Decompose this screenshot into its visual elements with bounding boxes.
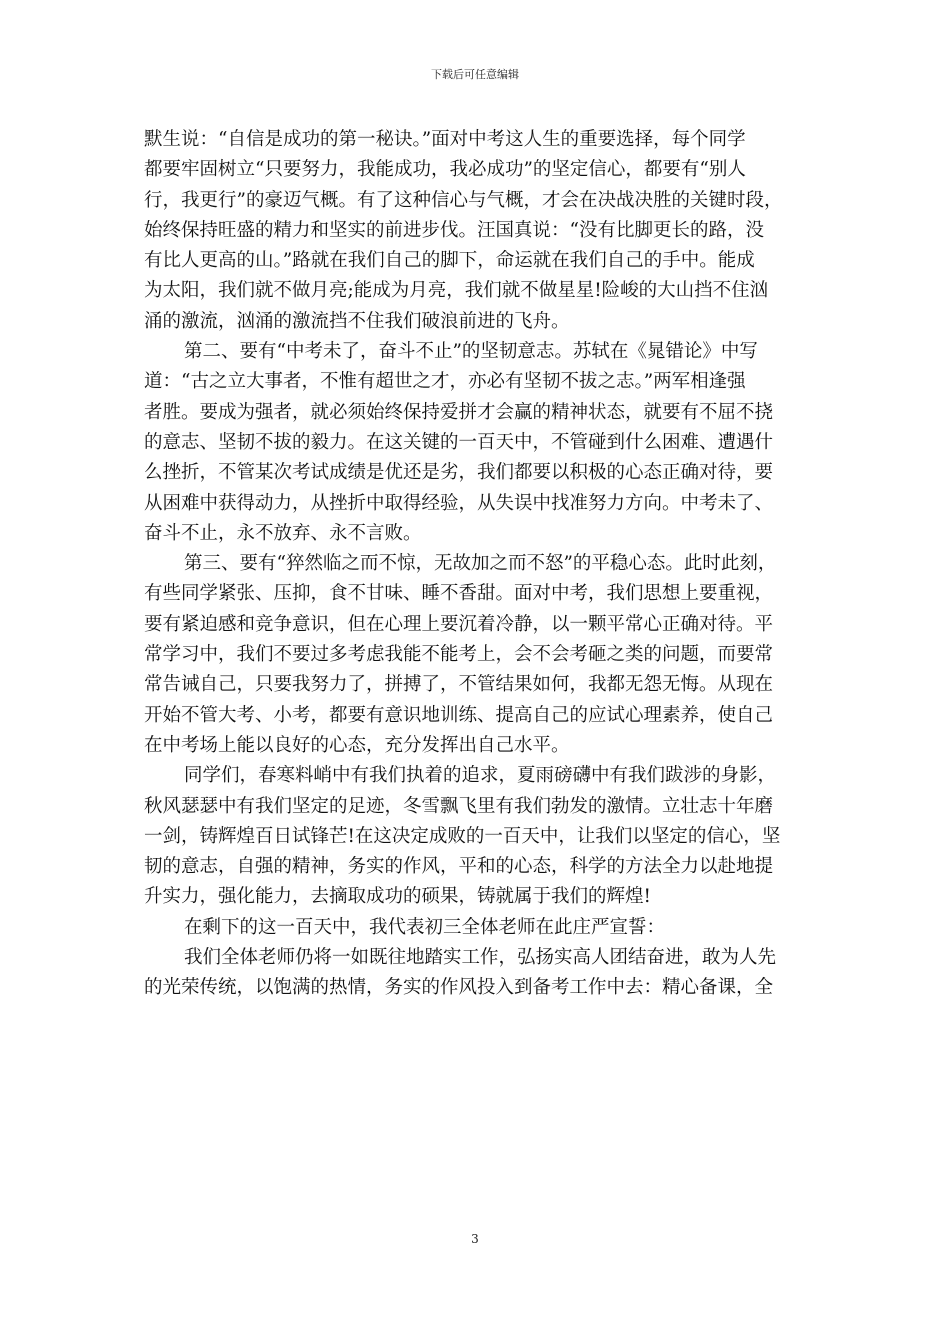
page-number: 3 <box>471 1232 479 1246</box>
paragraph-first-line: 第二、要有“中考未了，奋斗不止”的坚韧意志。苏轼在《晁错论》中写 <box>184 341 758 363</box>
paragraph-first-line: 同学们，春寒料峭中有我们执着的追求，夏雨磅礴中有我们跋涉的身影， <box>184 765 777 787</box>
text-line: 涌的激流，汹涌的激流挡不住我们破浪前进的飞舟。 <box>144 310 570 332</box>
text-line: 有些同学紧张、压抑，食不甘味、睡不香甜。面对中考，我们思想上要重视， <box>144 583 774 605</box>
text-line: 始终保持旺盛的精力和坚实的前进步伐。汪国真说：“没有比脚更长的路，没 <box>144 219 764 241</box>
text-line: 秋风瑟瑟中有我们坚定的足迹，冬雪飘飞里有我们勃发的激情。立壮志十年磨 <box>144 795 774 817</box>
text-line: 默生说：“自信是成功的第一秘诀。”面对中考这人生的重要选择，每个同学 <box>144 129 746 150</box>
paragraph-first-line: 第三、要有“猝然临之而不惊，无故加之而不怒”的平稳心态。此时此刻， <box>184 553 777 575</box>
text-line: 一剑，铸辉煌百日试锋芒!在这决定成败的一百天中，让我们以坚定的信心，坚 <box>144 825 781 847</box>
text-line: 开始不管大考、小考，都要有意识地训练、提高自己的应试心理素养，使自己 <box>144 704 774 726</box>
text-line: 的意志、坚韧不拔的毅力。在这关键的一百天中，不管碰到什么困难、遭遇什 <box>144 431 774 453</box>
document-body <box>144 125 806 1004</box>
text-line: 行，我更行”的豪迈气概。有了这种信心与气概，才会在决战决胜的关键时段， <box>144 189 783 211</box>
paragraph-first-line: 我们全体老师仍将一如既往地踏实工作，弘扬实高人团结奋进，敢为人先 <box>184 947 777 969</box>
text-line: 从困难中获得动力，从挫折中取得经验，从失误中找准努力方向。中考未了、 <box>144 492 774 514</box>
text-line: 要有紧迫感和竞争意识，但在心理上要沉着冷静，以一颗平常心正确对待。平 <box>144 613 774 635</box>
text-line: 在中考场上能以良好的心态，充分发挥出自己水平。 <box>144 734 570 756</box>
text-line: 常学习中，我们不要过多考虑我能不能考上，会不会考砸之类的问题，而要常 <box>144 644 774 666</box>
text-line: 都要牢固树立“只要努力，我能成功，我必成功”的坚定信心，都要有“别人 <box>144 159 746 181</box>
text-line: 韧的意志，自强的精神，务实的作风，平和的心态，科学的方法全力以赴地提 <box>144 856 774 878</box>
text-line: 道：“古之立大事者，不惟有超世之才，亦必有坚韧不拔之志。”两军相逢强 <box>144 371 746 393</box>
text-line: 么挫折，不管某次考试成绩是优还是劣，我们都要以积极的心态正确对待，要 <box>144 462 774 484</box>
text-line: 常告诫自己，只要我努力了，拼搏了，不管结果如何，我都无怨无悔。从现在 <box>144 674 774 696</box>
text-line: 升实力，强化能力，去摘取成功的硕果，铸就属于我们的辉煌! <box>144 886 651 908</box>
page-header: 下载后可任意编辑 <box>431 68 519 81</box>
text-line: 者胜。要成为强者，就必须始终保持爱拼才会赢的精神状态，就要有不屈不挠 <box>144 401 774 423</box>
paragraph-first-line: 在剩下的这一百天中，我代表初三全体老师在此庄严宣誓： <box>184 916 666 938</box>
text-line: 有比人更高的山。”路就在我们自己的脚下，命运就在我们自己的手中。能成 <box>144 250 755 272</box>
text-line: 为太阳，我们就不做月亮;能成为月亮，我们就不做星星!险峻的大山挡不住汹 <box>144 280 769 302</box>
text-line: 奋斗不止，永不放弃、永不言败。 <box>144 522 422 544</box>
text-line: 的光荣传统，以饱满的热情，务实的作风投入到备考工作中去：精心备课，全 <box>144 977 774 999</box>
